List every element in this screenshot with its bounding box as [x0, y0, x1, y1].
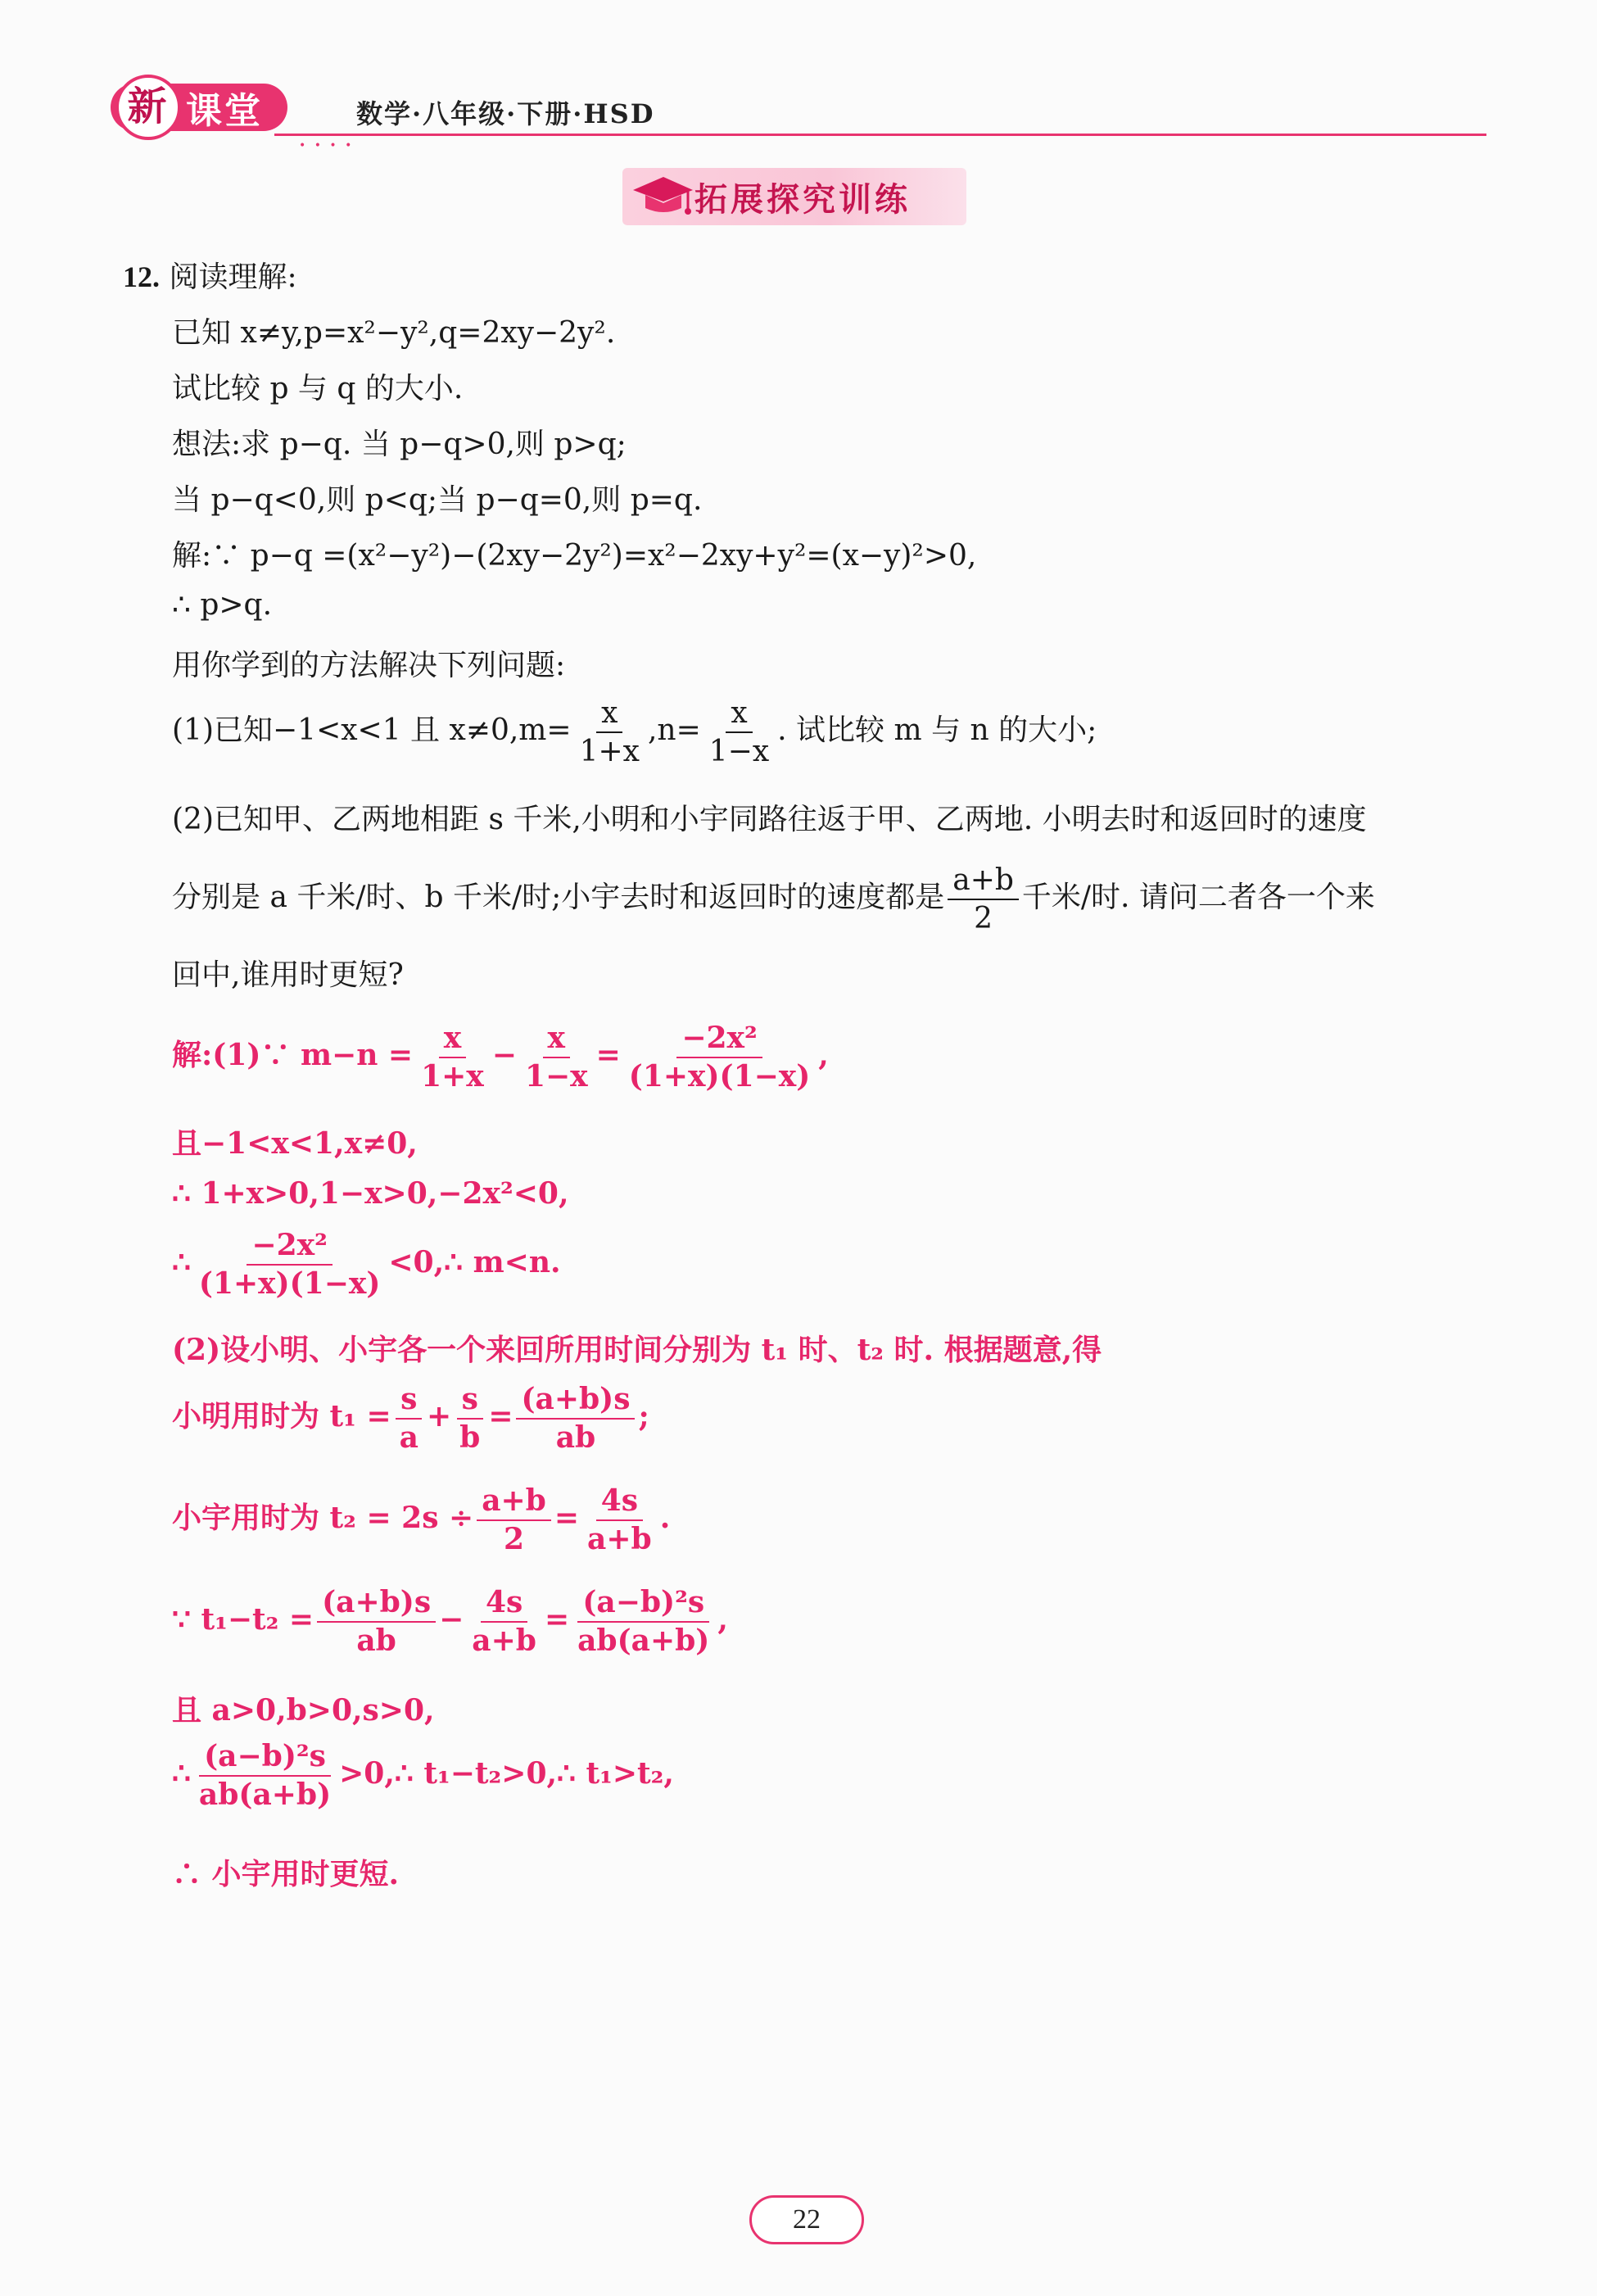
answer-line-2: 且−1<x<1,x≠0,	[172, 1126, 418, 1161]
text-compare: 试比较 p 与 q 的大小.	[172, 372, 464, 405]
fraction	[477, 1483, 551, 1558]
q1-text-b: ,n=	[647, 713, 701, 747]
frac-num: s	[457, 1381, 483, 1420]
fraction	[395, 1381, 423, 1456]
frac-num: a+b	[477, 1483, 551, 1521]
header-dots: • • • •	[299, 139, 355, 152]
answer-line-1	[172, 1020, 829, 1095]
fraction-avg-speed	[948, 862, 1019, 937]
fraction	[582, 1483, 657, 1558]
fraction	[516, 1381, 635, 1456]
brand-logo	[111, 84, 287, 131]
answer-text: 小明用时为 t₁ =	[172, 1399, 391, 1433]
frac-den: 1−x	[708, 735, 770, 768]
fraction	[194, 1227, 385, 1302]
header-divider	[274, 134, 1486, 136]
section-banner	[622, 168, 966, 225]
answer-text: 小宇用时为 t₂ = 2s ÷	[172, 1501, 474, 1535]
text-idea-2: 当 p−q<0,则 p<q;当 p−q=0,则 p=q.	[172, 483, 703, 517]
page-header	[111, 75, 1486, 152]
frac-den: ab(a+b)	[577, 1624, 710, 1658]
q2-text-b: 千米/时. 请问二者各一个来	[1021, 881, 1375, 914]
q1-text-c: . 试比较 m 与 n 的大小;	[777, 713, 1097, 747]
answer-line-5: (2)设小明、小宇各一个来回所用时间分别为 t₁ 时、t₂ 时. 根据题意,得	[172, 1333, 1102, 1367]
fraction	[455, 1381, 485, 1456]
frac-den: a+b	[587, 1522, 652, 1556]
fraction	[416, 1020, 489, 1095]
punct: ,	[818, 1038, 829, 1072]
answer-line-10	[172, 1738, 674, 1814]
page-number-badge	[749, 2195, 864, 2244]
frac-den: ab	[555, 1420, 596, 1455]
problem-heading	[123, 254, 297, 296]
operator: −	[491, 1038, 517, 1072]
frac-den: 1−x	[524, 1059, 588, 1094]
punct: .	[659, 1501, 671, 1535]
banner-title: 拓展探究训练	[694, 180, 911, 219]
text-idea-1: 想法:求 p−q. 当 p−q>0,则 p>q;	[172, 428, 627, 461]
frac-num: x	[596, 695, 622, 733]
answer-line-4	[172, 1227, 561, 1302]
q2-text-a: 分别是 a 千米/时、b 千米/时;小宇去时和返回时的速度都是	[172, 881, 945, 914]
answer-text: <0,∴ m<n.	[388, 1245, 561, 1279]
answer-text: >0,∴ t₁−t₂>0,∴ t₁>t₂,	[339, 1756, 674, 1791]
page-number: 22	[793, 2204, 821, 2235]
frac-den: ab	[356, 1624, 396, 1658]
operator: =	[544, 1602, 570, 1637]
answer-text: 解:(1)∵ m−n =	[172, 1038, 414, 1072]
frac-den: a+b	[472, 1624, 536, 1658]
question-2-line-3: 回中,谁用时更短?	[172, 958, 404, 992]
text-therefore: ∴ p>q.	[172, 588, 273, 622]
frac-den: 1+x	[579, 735, 640, 768]
answer-line-11: ∴ 小宇用时更短.	[172, 1857, 400, 1891]
frac-num: 4s	[481, 1584, 527, 1623]
frac-num: s	[396, 1381, 422, 1420]
text-solution: 解:∵ p−q =(x²−y²)−(2xy−2y²)=x²−2xy+y²=(x−y)²>0,	[172, 539, 977, 573]
answer-text: ∵ t₁−t₂ =	[172, 1602, 314, 1637]
frac-num: x	[543, 1020, 570, 1058]
answer-line-8	[172, 1584, 728, 1660]
frac-den: 2	[974, 902, 993, 935]
frac-num: 4s	[596, 1483, 643, 1521]
question-1	[172, 695, 1097, 770]
fraction	[572, 1584, 714, 1660]
frac-den: b	[459, 1420, 481, 1455]
frac-den: (1+x)(1−x)	[198, 1266, 381, 1301]
frac-num: −2x²	[247, 1227, 332, 1266]
frac-num: −2x²	[676, 1020, 762, 1058]
logo-rest: 课堂	[186, 90, 263, 132]
q1-text-a: (1)已知−1<x<1 且 x≠0,m=	[172, 713, 572, 747]
frac-num: x	[726, 695, 752, 733]
frac-num: (a+b)s	[317, 1584, 436, 1623]
frac-den: ab(a+b)	[198, 1777, 332, 1812]
frac-num: (a−b)²s	[577, 1584, 709, 1623]
operator: =	[595, 1038, 621, 1072]
problem-label: 阅读理解:	[169, 260, 297, 294]
frac-den: a	[399, 1420, 418, 1455]
question-2-line-2	[172, 862, 1375, 937]
frac-den: (1+x)(1−x)	[628, 1059, 811, 1094]
answer-line-3: ∴ 1+x>0,1−x>0,−2x²<0,	[172, 1176, 569, 1211]
text-use-method: 用你学到的方法解决下列问题:	[172, 649, 566, 682]
answer-line-6	[172, 1381, 649, 1456]
frac-num: x	[439, 1020, 466, 1058]
answer-text: ∴	[172, 1756, 191, 1791]
frac-num: a+b	[948, 862, 1019, 900]
punct: ;	[638, 1399, 649, 1433]
fraction	[194, 1738, 336, 1814]
problem-number: 12.	[123, 260, 160, 293]
operator: =	[554, 1501, 580, 1535]
answer-line-7	[172, 1483, 670, 1558]
punct: ,	[717, 1602, 728, 1637]
operator: +	[426, 1399, 452, 1433]
fraction	[624, 1020, 815, 1095]
frac-den: 2	[503, 1522, 525, 1556]
frac-den: 1+x	[421, 1059, 484, 1094]
logo-first-char: 新	[115, 75, 181, 140]
fraction	[467, 1584, 541, 1660]
text-known: 已知 x≠y,p=x²−y²,q=2xy−2y².	[172, 316, 616, 350]
fraction	[317, 1584, 436, 1660]
graduation-cap-icon	[629, 172, 694, 221]
answer-text: ∴	[172, 1245, 191, 1279]
book-info: 数学·八年级·下册·HSD	[356, 98, 655, 129]
answer-line-9: 且 a>0,b>0,s>0,	[172, 1693, 435, 1728]
operator: =	[488, 1399, 513, 1433]
fraction-m	[575, 695, 645, 770]
frac-num: (a+b)s	[516, 1381, 635, 1420]
fraction	[520, 1020, 593, 1095]
fraction-n	[704, 695, 774, 770]
frac-num: (a−b)²s	[199, 1738, 331, 1777]
operator: −	[439, 1602, 464, 1637]
question-2-line-1: (2)已知甲、乙两地相距 s 千米,小明和小宇同路往返于甲、乙两地. 小明去时和返回时的速度	[172, 803, 1367, 836]
